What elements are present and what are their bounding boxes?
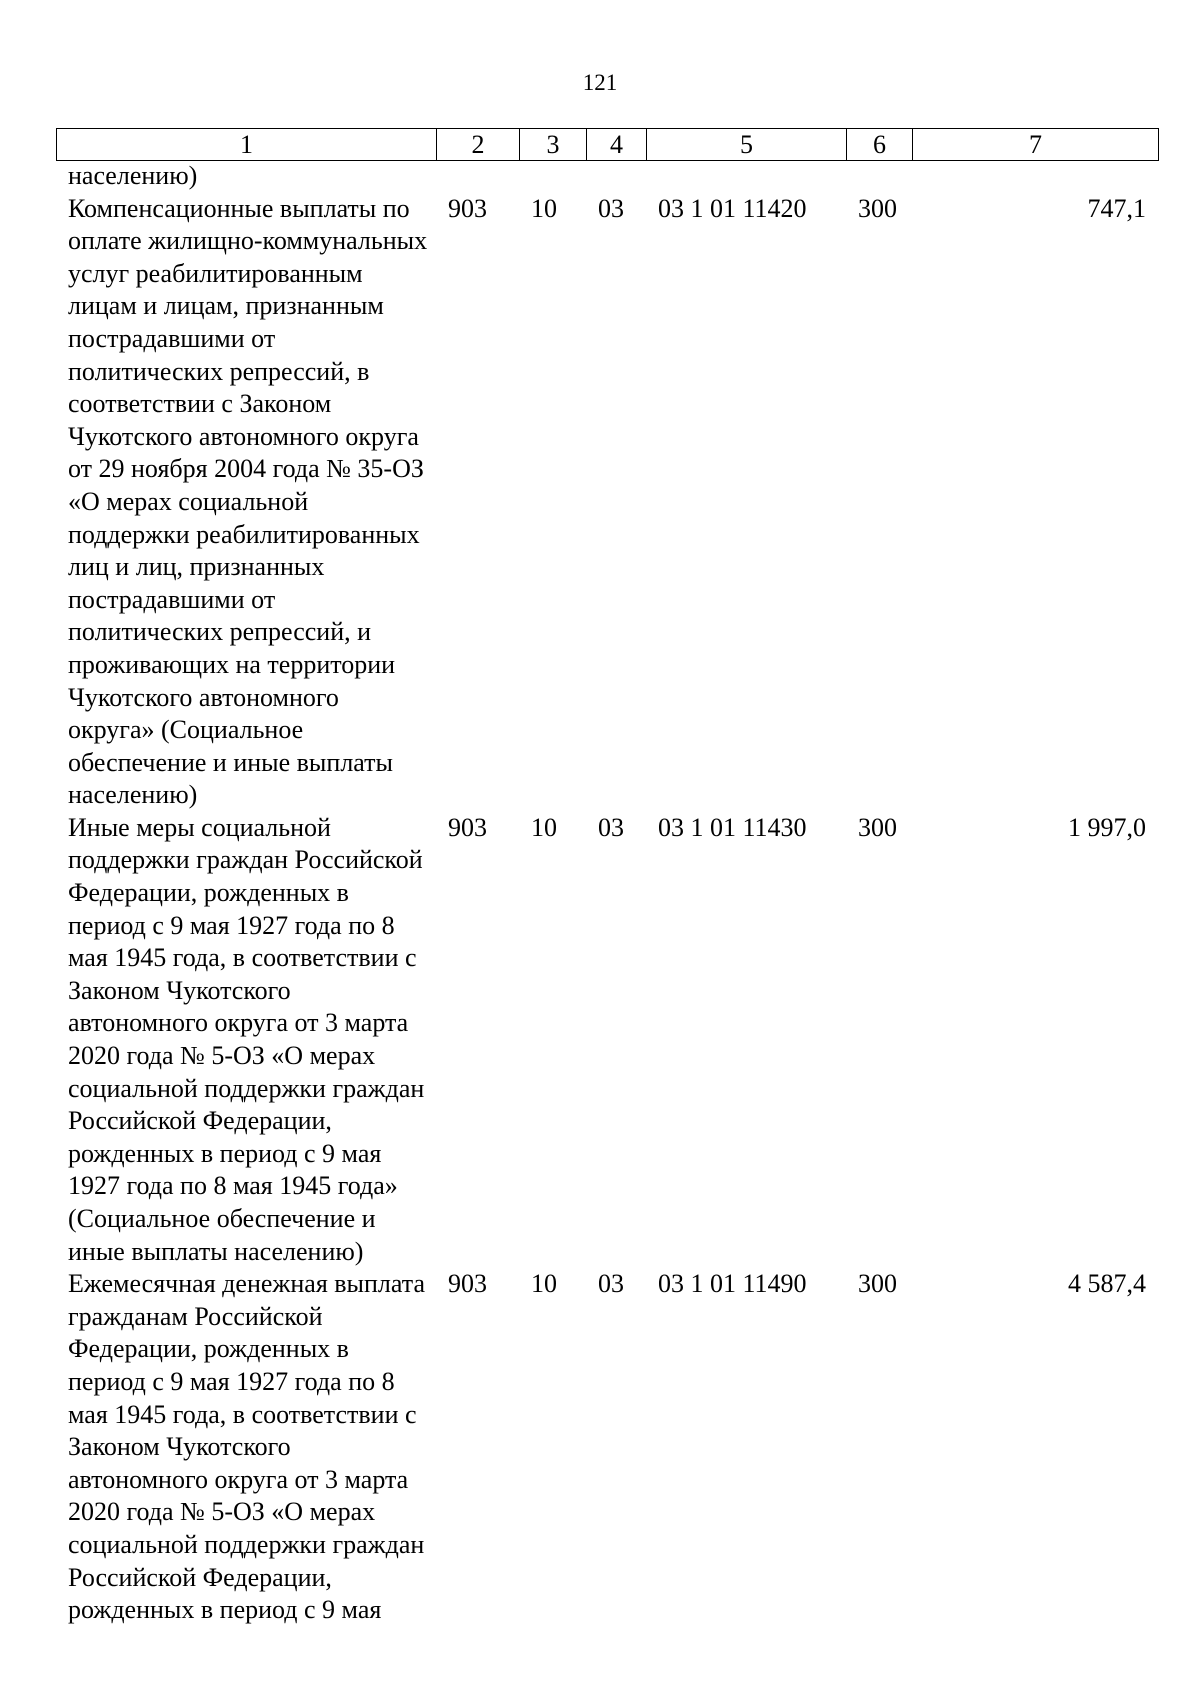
target-article-code: 03 1 01 11430: [658, 812, 807, 842]
expense-type-code: 300: [858, 193, 897, 223]
description-line: лицам и лицам, признанным: [68, 291, 384, 321]
page-number: 121: [582, 70, 618, 95]
target-article-code: 03 1 01 11490: [658, 1269, 807, 1299]
description-line: мая 1945 года, в соответствии с: [68, 1399, 417, 1429]
expense-type-code: 300: [858, 812, 897, 842]
column-header-table: [56, 128, 1159, 161]
description-line: политических репрессий, и: [68, 617, 372, 647]
table-row: [56, 812, 1158, 1268]
section-code: 10: [531, 193, 557, 223]
description-line: рожденных в период с 9 мая: [68, 1138, 382, 1168]
description-line: Российской Федерации,: [68, 1562, 332, 1592]
description-line: обеспечение и иные выплаты: [68, 747, 393, 777]
description-line: пострадавшими от: [68, 584, 276, 614]
target-article-code: 03 1 01 11420: [658, 193, 807, 223]
description-line: социальной поддержки граждан: [68, 1529, 425, 1559]
row-description: [56, 812, 436, 1268]
description-line: «О мерах социальной: [68, 486, 309, 516]
section-code: 10: [531, 1269, 557, 1299]
description-line: лиц и лиц, признанных: [68, 552, 325, 582]
description-line: поддержки реабилитированных: [68, 519, 420, 549]
column-header-3: 3: [520, 129, 587, 161]
subsection-code: 03: [598, 193, 624, 223]
column-header-7: 7: [913, 129, 1159, 161]
description-line: Компенсационные выплаты по: [68, 193, 410, 223]
description-line: поддержки граждан Российской: [68, 845, 423, 875]
description-line: Иные меры социальной: [68, 812, 331, 842]
description-line: 1927 года по 8 мая 1945 года»: [68, 1171, 398, 1201]
ministry-code: 903: [448, 1269, 487, 1299]
amount: 747,1: [1087, 193, 1146, 223]
description-line: Чукотского автономного округа: [68, 421, 419, 451]
subsection-code: 03: [598, 1269, 624, 1299]
budget-table-body: [56, 160, 1158, 1627]
ministry-code: 903: [448, 193, 487, 223]
expense-type-code: 300: [858, 1269, 897, 1299]
budget-table: [56, 160, 1158, 1627]
ministry-code: 903: [448, 812, 487, 842]
column-header-1: 1: [57, 129, 437, 161]
description-line: пострадавшими от: [68, 323, 276, 353]
description-line: от 29 ноября 2004 года № 35-ОЗ: [68, 454, 424, 484]
column-number-row: [57, 129, 1159, 161]
continuation-row: [56, 160, 1158, 193]
description-line: населению): [68, 780, 198, 810]
description-line: Федерации, рожденных в: [68, 878, 349, 908]
table-row: [56, 193, 1158, 812]
description-line: оплате жилищно-коммунальных: [68, 226, 428, 256]
description-line: Федерации, рожденных в: [68, 1334, 349, 1364]
description-line: 2020 года № 5-ОЗ «О мерах: [68, 1041, 376, 1071]
description-line: период с 9 мая 1927 года по 8: [68, 910, 395, 940]
description-line: округа» (Социальное: [68, 715, 304, 745]
description-line: услуг реабилитированным: [68, 258, 363, 288]
description-line: период с 9 мая 1927 года по 8: [68, 1366, 395, 1396]
description-line: иные выплаты населению): [68, 1236, 364, 1266]
continuation-text: населению): [68, 161, 198, 190]
description-line: 2020 года № 5-ОЗ «О мерах: [68, 1497, 376, 1527]
column-header-4: 4: [587, 129, 647, 161]
column-header-6: 6: [847, 129, 913, 161]
description-line: автономного округа от 3 марта: [68, 1008, 409, 1038]
subsection-code: 03: [598, 812, 624, 842]
amount: 4 587,4: [1068, 1269, 1146, 1299]
row-description: [56, 1268, 436, 1627]
section-code: 10: [531, 812, 557, 842]
description-line: мая 1945 года, в соответствии с: [68, 943, 417, 973]
description-line: рожденных в период с 9 мая: [68, 1595, 382, 1625]
description-line: соответствии с Законом: [68, 389, 332, 419]
table-row: [56, 1268, 1158, 1627]
description-line: Ежемесячная денежная выплата: [68, 1269, 425, 1299]
column-header-5: 5: [647, 129, 847, 161]
description-line: политических репрессий, в: [68, 356, 370, 386]
description-line: (Социальное обеспечение и: [68, 1204, 376, 1233]
description-line: Законом Чукотского: [68, 975, 291, 1005]
description-line: Чукотского автономного: [68, 682, 339, 712]
column-header-2: 2: [437, 129, 520, 161]
description-line: Российской Федерации,: [68, 1106, 332, 1136]
description-line: автономного округа от 3 марта: [68, 1464, 409, 1494]
description-line: Законом Чукотского: [68, 1432, 291, 1462]
description-line: гражданам Российской: [68, 1301, 323, 1331]
amount: 1 997,0: [1068, 812, 1146, 842]
description-line: социальной поддержки граждан: [68, 1073, 425, 1103]
description-line: проживающих на территории: [68, 649, 396, 679]
row-description: [56, 193, 436, 812]
